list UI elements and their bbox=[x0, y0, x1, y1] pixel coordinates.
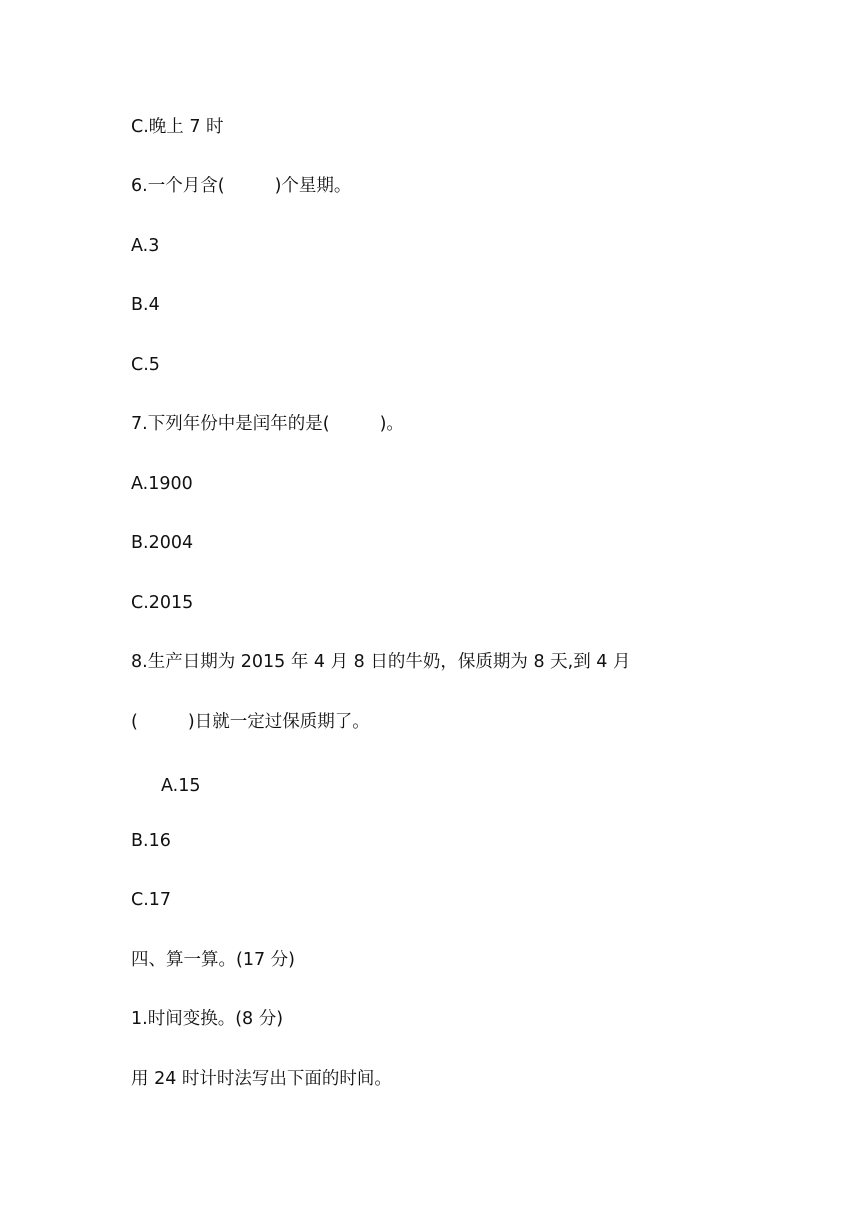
q8-option-a: A.15 bbox=[161, 776, 201, 796]
q6-option-a: A.3 bbox=[131, 236, 160, 256]
section-4-heading: 四、算一算。(17 分) bbox=[131, 950, 295, 970]
q7-option-c: C.2015 bbox=[131, 593, 194, 613]
subquestion-1-heading: 1.时间变换。(8 分) bbox=[131, 1009, 284, 1029]
q8-option-c: C.17 bbox=[131, 890, 172, 910]
q6-option-c: C.5 bbox=[131, 355, 160, 375]
q7-option-b: B.2004 bbox=[131, 533, 194, 553]
question-7: 7.下列年份中是闰年的是( )。 bbox=[131, 414, 404, 434]
question-8: 8.生产日期为 2015 年 4 月 8 日的牛奶，保质期为 8 天,到 4 月 bbox=[131, 652, 631, 672]
option-c-evening-7: C.晚上 7 时 bbox=[131, 117, 224, 137]
question-8-continued: ( )日就一定过保质期了。 bbox=[131, 712, 370, 732]
q7-option-a: A.1900 bbox=[131, 474, 193, 494]
question-6: 6.一个月含( )个星期。 bbox=[131, 176, 352, 196]
q8-option-b: B.16 bbox=[131, 831, 171, 851]
instruction-text: 用 24 时计时法写出下面的时间。 bbox=[131, 1069, 392, 1089]
q6-option-b: B.4 bbox=[131, 295, 160, 315]
